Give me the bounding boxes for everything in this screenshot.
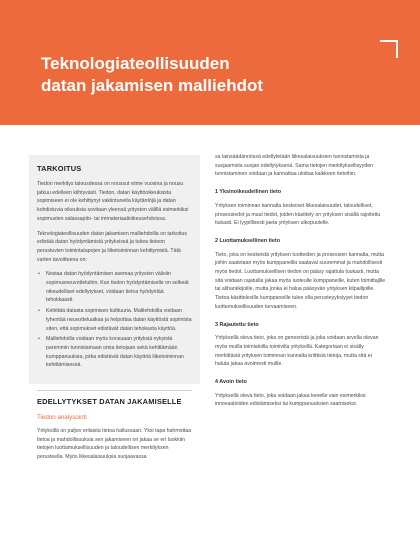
continued-paragraph: sa lainsäädännössä edellytetään liikesalaisuuksien tunnistamista ja suojaamista suojan edellytyksenä. Sama tietojen merkityksellisyyden tunnistaminen voidaan ja kannattaa ulottaa kaikkeen tietoihin. (215, 154, 374, 178)
category-title: 2 Luottamuksellinen tieto (215, 237, 280, 244)
right-column (215, 153, 387, 415)
category-item (215, 188, 387, 228)
category-text: Yrityksellä oleva tieto, joka voidaan jakaa kenelle vain esimerkiksi innovaatioiden edistämiseksi tai kumppanuuksien saamiseksi. (215, 392, 366, 408)
category-text: Yrityksellä oleva tieto, joka on geneeristä ja joka voidaan arvella olevan myös muilla toimialoilla toimivilla yrityksillä. Kategoriaan ei sisälly merkittäviä yrityksen toiminnan kannalta kriittisiä tietoja, mutta sitä ei haluta jakaa avoimesti muille. (215, 335, 379, 368)
category-item (215, 378, 387, 409)
title-banner (0, 0, 420, 125)
category-item (215, 237, 387, 312)
corner-mark-icon (380, 40, 398, 58)
category-title: 1 Yksinoikeudellinen tieto (215, 189, 282, 196)
left-column (37, 155, 192, 468)
category-title: 4 Avoin tieto (215, 379, 247, 386)
category-text: Tieto, joka on keskeistä yrityksen tuotteiden ja prosessien kannalta, mutta joihin saatetaan myös kumppaneilla saataval suuremmat ja mahdollisesti myös tiedot. Luottamuksellisen tiedon on pääsy rajattula tuukasti, mutta sitä voidaan rajatuilla jakaa myös luoteulle kumppaneille, kuten toimittajille tai alihankkijoille, mutta jonka ei halua pääsyvän yrityksen kilpailijoille. Tietoa käsitteleville kumppaneille tulee olla perusteyyksiyyet tiedon luottamuksellisuuden turvaamiseen. (215, 251, 386, 310)
purpose-heading: TARKOITUS (37, 164, 82, 173)
title-line-1: Teknologiateollisuuden (41, 54, 230, 73)
title-line-2: datan jakamisen malliehdot (41, 76, 264, 95)
analysis-paragraph: Yrityksillä on paljon erilaista tietoa hallussaan. Yksi tapa hahmottaa tietoa ja mahdollisuuksia sen jakamiseen on jakaa se eri luokkiin tietojen luottamuksellisuuden ja taloudellisen merkityksen perusteella. Myös liikesalaisuuksia suojaavassa (37, 428, 192, 461)
purpose-paragraph-2: Teknologiateollisuuden datan jakamisen malliehdoilla on tarkoitus edistää datan hyödyntämistä yrityksissä ja tukea tietoon perustuvien toimintatapojen ja liiketoiminnan kehittymistä. Tätä varten tavoitteena on: (37, 230, 187, 263)
category-text: Yrityksen toiminnan kannalta keskeiset liikesalaisuudet, taloudelliset, prosessiedot ja muut tiedot, joiden käsittely on yrityksen sisällä rajoitettu tiukasti. Ei lyypillisesti jaeta yrityksen ulkopuolelle. (215, 202, 381, 227)
goal-item: • Kehittää datasta sopimisen kulttuuria. Malliehdoilla voidaan lyhentää neuvotteluaikaa ja helpottaa datan käyttöstä sopimista siten, että sopimukset edistävät datan tehokasta käyttöä. (37, 307, 192, 333)
purpose-paragraph-1: Tiedon merkitys talousdessa on noussut viime vuosina ja nousu jatkuu edelleen kiihtyvästi. Tiedon, datan käyttöoikeuksista sopimiseen ei ole kehittynyt vakiintuneita käytäntöjä ja datan kohdistuvia oikeuksia sovitaan yleensä yritysten välillä esimerkiksi sopimusten salassapito- tai immateriaalioikeusehdoissa. (37, 181, 189, 222)
analysis-subheading: Tiedon analysointi (37, 414, 87, 422)
document-title (41, 53, 301, 97)
purpose-box (29, 155, 200, 384)
prerequisites-heading: EDELLYTYKSET DATAN JAKAMISELLE (37, 397, 182, 407)
goals-list (37, 270, 192, 370)
goal-item: • Malliehdoilla voidaan myös konsuaan yrityksiä nykyistä paremmin tunnistamaan omia tietojaan sekä kehittämään kumppanuuksia, jotka edistävät datan käyttöä liiketoiminnan kehittämisessä. (37, 335, 192, 370)
goal-item: • Nostaa datan hyödyntämisen asemaa yritysten välisiin sopimusneuvotteluihin. Kun tiedon hyödyntämiselle on selkeät oikeudelliset edellytykset, voidaan tietoa hyödyntää tehokkaasti. (37, 270, 192, 305)
divider (37, 390, 192, 391)
category-title: 3 Rajautettu tieto (215, 321, 259, 328)
category-item (215, 321, 387, 370)
